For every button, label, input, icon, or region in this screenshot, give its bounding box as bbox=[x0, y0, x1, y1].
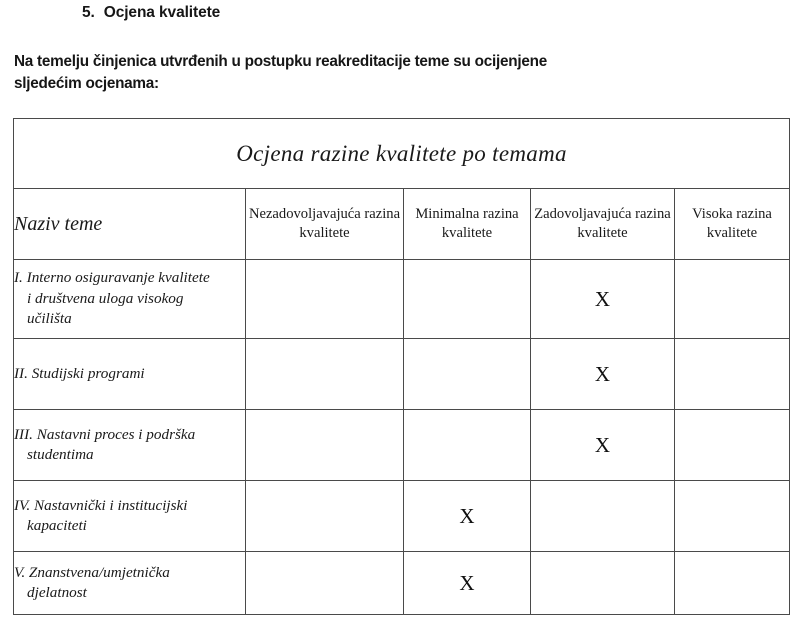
mark-cell-r5-minimalna[interactable]: X bbox=[404, 552, 531, 615]
intro-paragraph bbox=[14, 51, 790, 95]
column-header-visoka: Visoka razina kvalitete bbox=[675, 189, 790, 260]
row-label-line-2: studentima bbox=[27, 446, 94, 463]
mark-cell-r1-minimalna[interactable] bbox=[404, 260, 531, 339]
row-label-3 bbox=[14, 410, 246, 481]
mark-cell-r3-zadovoljavajuca[interactable]: X bbox=[531, 410, 675, 481]
table-row bbox=[14, 481, 790, 552]
mark-cell-r4-zadovoljavajuca[interactable] bbox=[531, 481, 675, 552]
column-header-minimalna: Minimalna razina kvalitete bbox=[404, 189, 531, 260]
table-row bbox=[14, 339, 790, 410]
row-label-line-1: III. Nastavni proces i podrška bbox=[14, 425, 196, 443]
row-label-line-2: i društvena uloga visokog bbox=[27, 289, 184, 307]
row-label-1 bbox=[14, 260, 246, 339]
mark-cell-r4-nezadovoljavajuca[interactable] bbox=[246, 481, 404, 552]
mark-cell-r1-zadovoljavajuca[interactable]: X bbox=[531, 260, 675, 339]
row-label-line-1: V. Znanstvena/umjetnička bbox=[14, 563, 170, 581]
row-label-line-3: učilišta bbox=[27, 310, 72, 328]
page-heading bbox=[82, 4, 220, 22]
mark-cell-r3-minimalna[interactable] bbox=[404, 410, 531, 481]
row-label-line-2: kapaciteti bbox=[27, 517, 87, 534]
mark-cell-r2-visoka[interactable] bbox=[675, 339, 790, 410]
row-label-2 bbox=[14, 339, 246, 410]
table-row bbox=[14, 260, 790, 339]
row-label-line-1: IV. Nastavnički i institucijski bbox=[14, 496, 188, 514]
row-label-line-2: djelatnost bbox=[27, 584, 87, 601]
mark-cell-r3-nezadovoljavajuca[interactable] bbox=[246, 410, 404, 481]
section-number: 5. bbox=[82, 4, 95, 21]
row-label-line-1: II. Studijski programi bbox=[14, 364, 145, 382]
mark-cell-r2-minimalna[interactable] bbox=[404, 339, 531, 410]
table-title-row bbox=[14, 119, 790, 189]
section-title: Ocjena kvalitete bbox=[103, 4, 221, 21]
table-row bbox=[14, 552, 790, 615]
column-header-zadovoljavajuca: Zadovoljavajuća razina kvalitete bbox=[531, 189, 675, 260]
mark-cell-r5-zadovoljavajuca[interactable] bbox=[531, 552, 675, 615]
table-header-row bbox=[14, 189, 790, 260]
column-header-naziv-teme: Naziv teme bbox=[14, 189, 246, 260]
column-header-nezadovoljavajuca: Nezadovoljavajuća razina kvalitete bbox=[246, 189, 404, 260]
mark-cell-r1-visoka[interactable] bbox=[675, 260, 790, 339]
mark-cell-r3-visoka[interactable] bbox=[675, 410, 790, 481]
table-row bbox=[14, 410, 790, 481]
row-label-line-1: I. Interno osiguravanje kvalitete bbox=[14, 269, 210, 287]
mark-cell-r1-nezadovoljavajuca[interactable] bbox=[246, 260, 404, 339]
intro-line-2: sljedećim ocjenama: bbox=[14, 75, 159, 92]
table-title: Ocjena razine kvalitete po temama bbox=[14, 119, 790, 189]
quality-assessment-table bbox=[13, 118, 790, 615]
intro-line-1: Na temelju činjenica utvrđenih u postupku reakreditacije teme su ocijenjene bbox=[14, 53, 547, 70]
mark-cell-r5-visoka[interactable] bbox=[675, 552, 790, 615]
row-label-4 bbox=[14, 481, 246, 552]
row-label-5 bbox=[14, 552, 246, 615]
mark-cell-r4-visoka[interactable] bbox=[675, 481, 790, 552]
mark-cell-r5-nezadovoljavajuca[interactable] bbox=[246, 552, 404, 615]
mark-cell-r4-minimalna[interactable]: X bbox=[404, 481, 531, 552]
mark-cell-r2-zadovoljavajuca[interactable]: X bbox=[531, 339, 675, 410]
mark-cell-r2-nezadovoljavajuca[interactable] bbox=[246, 339, 404, 410]
